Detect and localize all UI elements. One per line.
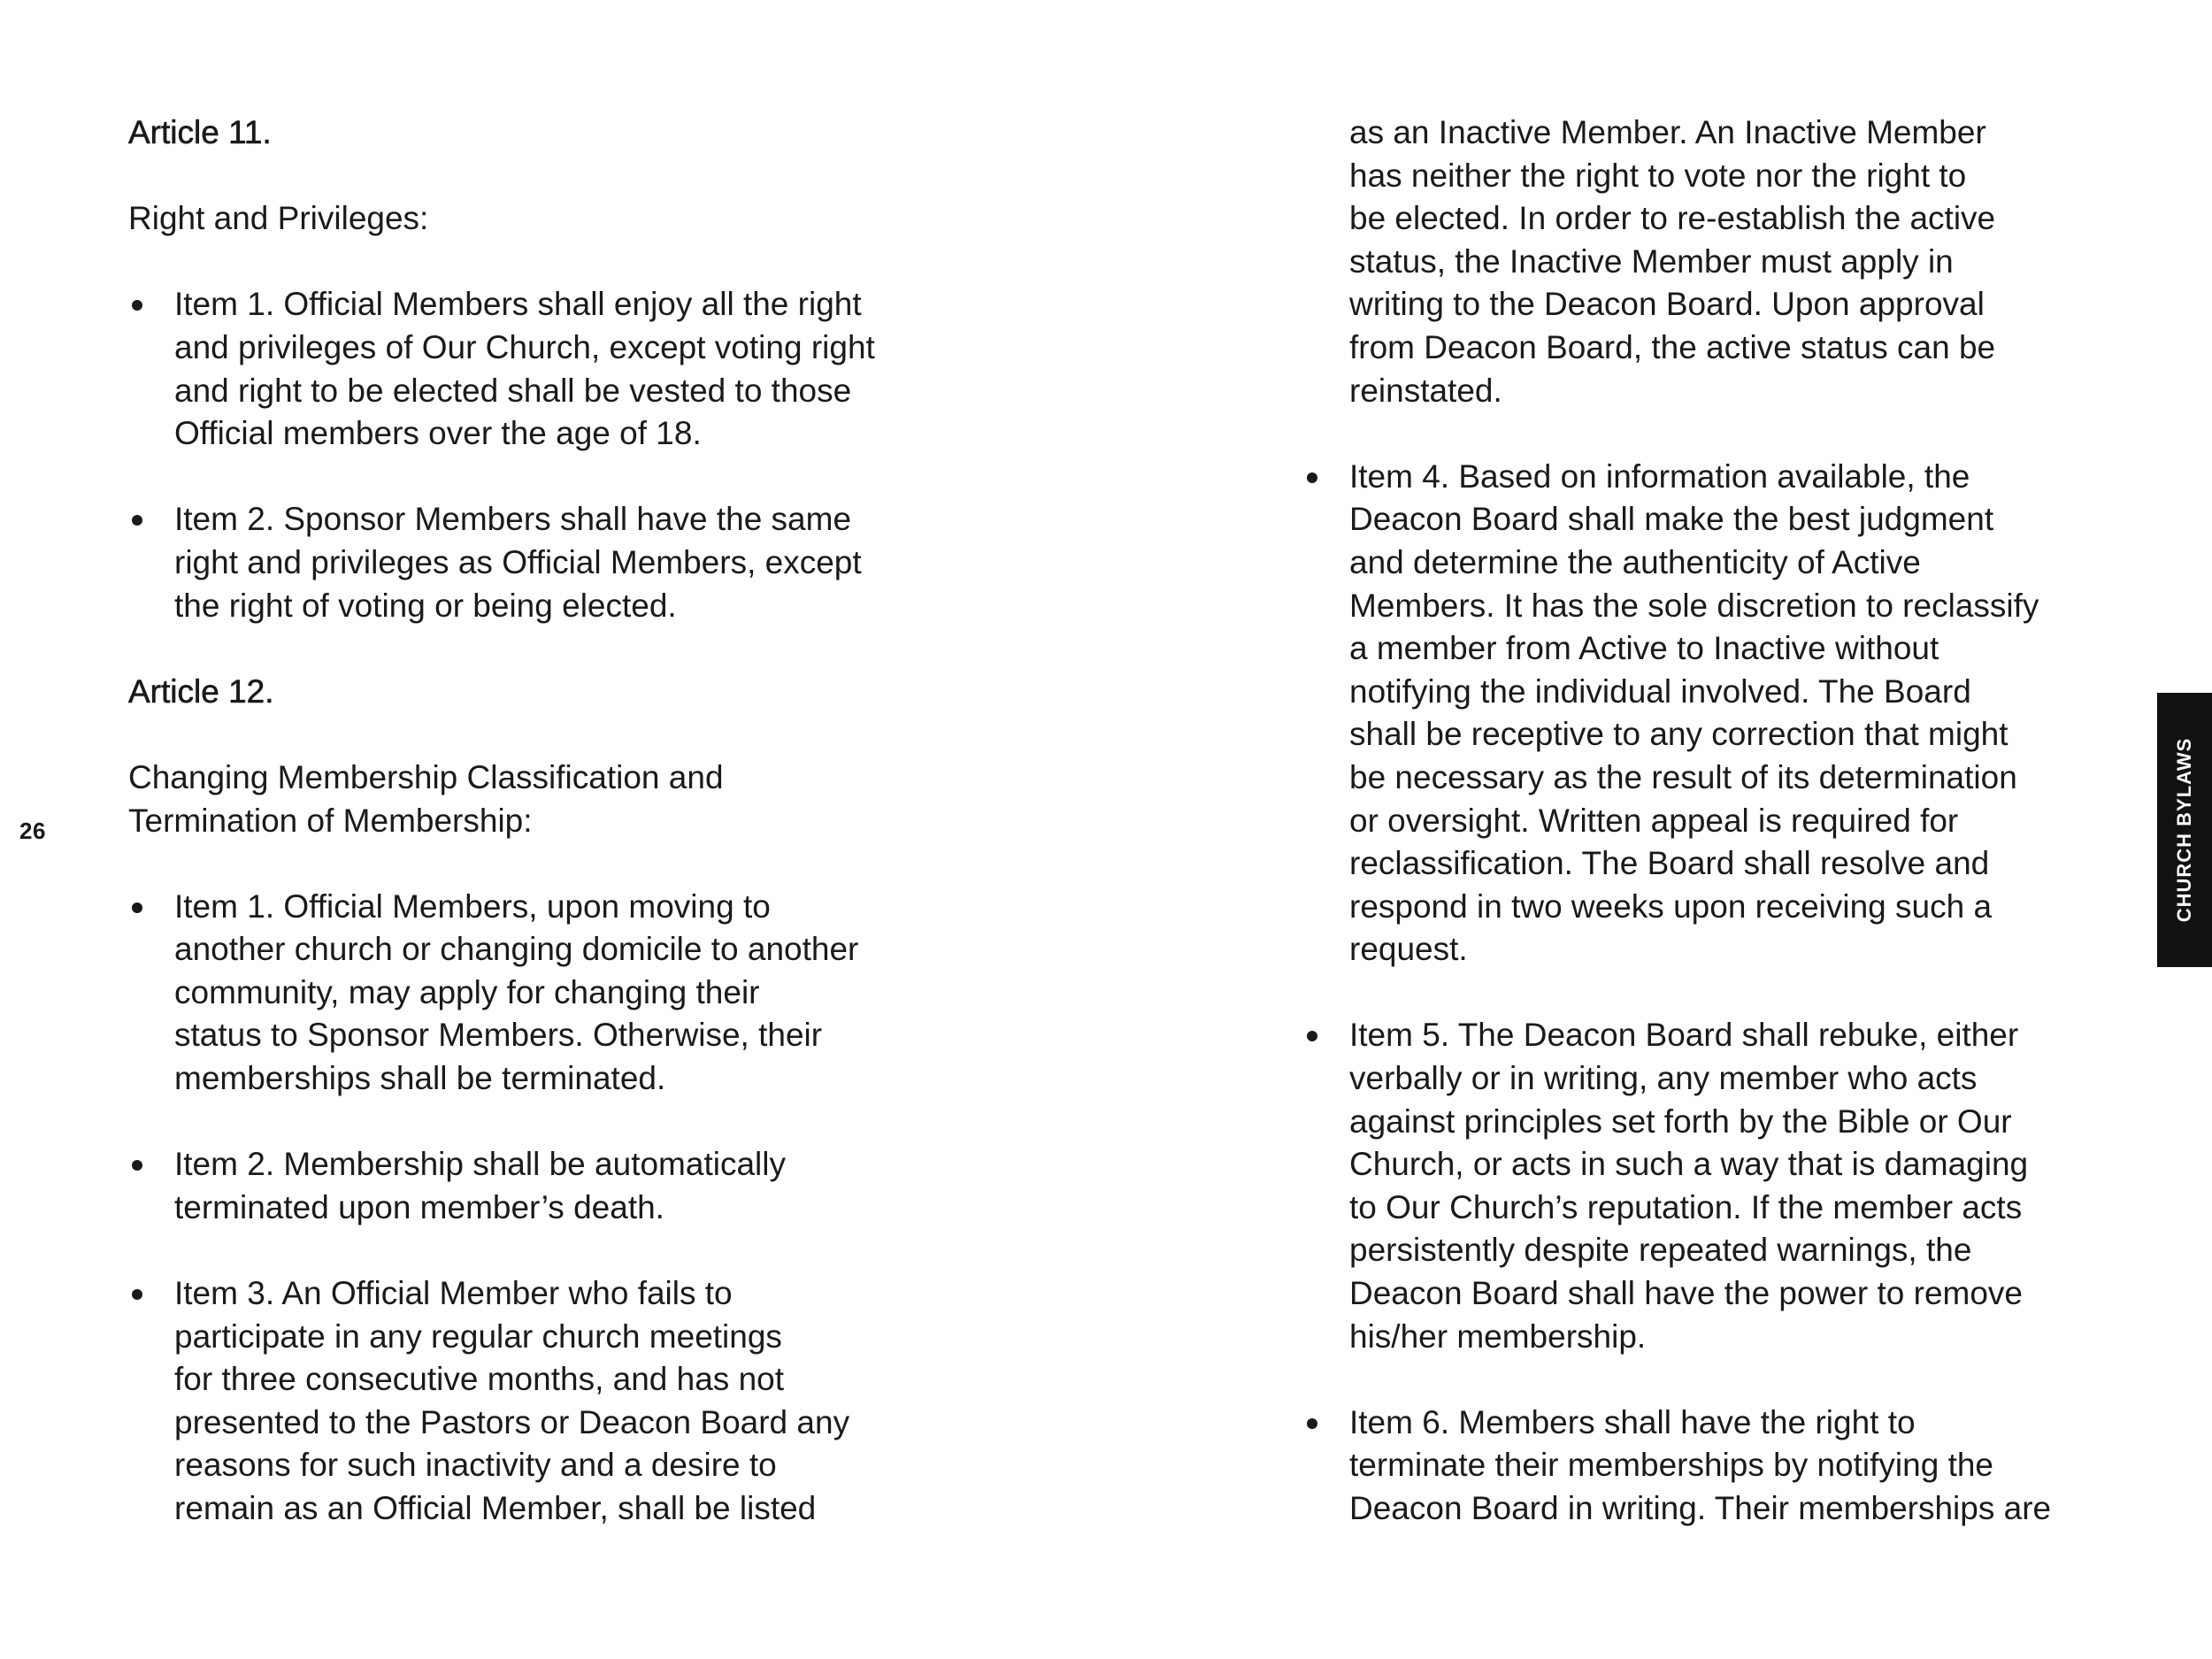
list-item: Item 2. Membership shall be automatically terminated upon member’s death. <box>128 1143 942 1229</box>
article-11-subheading: Right and Privileges: <box>128 200 429 237</box>
list-item: Item 1. Official Members, upon moving to another church or changing domicile to another community, may apply for changing their status to Sponsor Members. Otherwise, their memberships shall be terminated. <box>128 886 942 1101</box>
section-tab-label: CHURCH BYLAWS <box>2173 737 2195 923</box>
list-item: Item 5. The Deacon Board shall rebuke, either verbally or in writing, any member who acts against principles set forth by the Bible or Our Church, or acts in such a way that is damaging to Our Church’s reputation. If the member acts persistently despite repeated warnings, the Deacon Board shall have the power to remove his/her membership. <box>1349 1014 2110 1358</box>
item-3-continuation: as an Inactive Member. An Inactive Member has neither the right to vote nor the right to be elected. In order to re-establish the active status, the Inactive Member must apply in writing to the Deacon Board. Upon approval from Deacon Board, the active status can be reinstated. <box>1349 114 1996 409</box>
right-column <box>1349 111 2110 1531</box>
article-11-heading: Article 11. <box>128 114 272 150</box>
article-12-items-continued <box>1349 456 2110 1531</box>
list-item: Item 2. Sponsor Members shall have the same right and privileges as Official Members, except the right of voting or being elected. <box>128 498 942 627</box>
list-item: Item 6. Members shall have the right to terminate their memberships by notifying the Deacon Board in writing. Their memberships are <box>1349 1402 2110 1531</box>
article-12-subheading: Changing Membership Classification and Termination of Membership: <box>128 758 724 839</box>
article-11-items <box>128 283 942 627</box>
left-column <box>128 111 942 1531</box>
article-12-heading: Article 12. <box>128 672 274 710</box>
section-tab <box>2157 693 2212 967</box>
list-item: Item 4. Based on information available, the Deacon Board shall make the best judgment and determine the authenticity of Active Members. It has the sole discretion to reclassify a member from Active to Inactive without notifying the individual involved. The Board shall be receptive to any correction that might be necessary as the result of its determination or oversight. Written appeal is required for reclassification. The Board shall resolve and respond in two weeks upon receiving such a request. <box>1349 456 2110 972</box>
list-item: Item 3. An Official Member who fails to participate in any regular church meetings for three consecutive months, and has not presented to the Pastors or Deacon Board any reasons for such inactivity and a desire to remain as an Official Member, shall be listed <box>128 1272 942 1531</box>
article-12-items <box>128 886 942 1531</box>
page-number: 26 <box>19 818 46 844</box>
list-item: Item 1. Official Members shall enjoy all the right and privileges of Our Church, except voting right and right to be elected shall be vested to those Official members over the age of 18. <box>128 283 942 455</box>
